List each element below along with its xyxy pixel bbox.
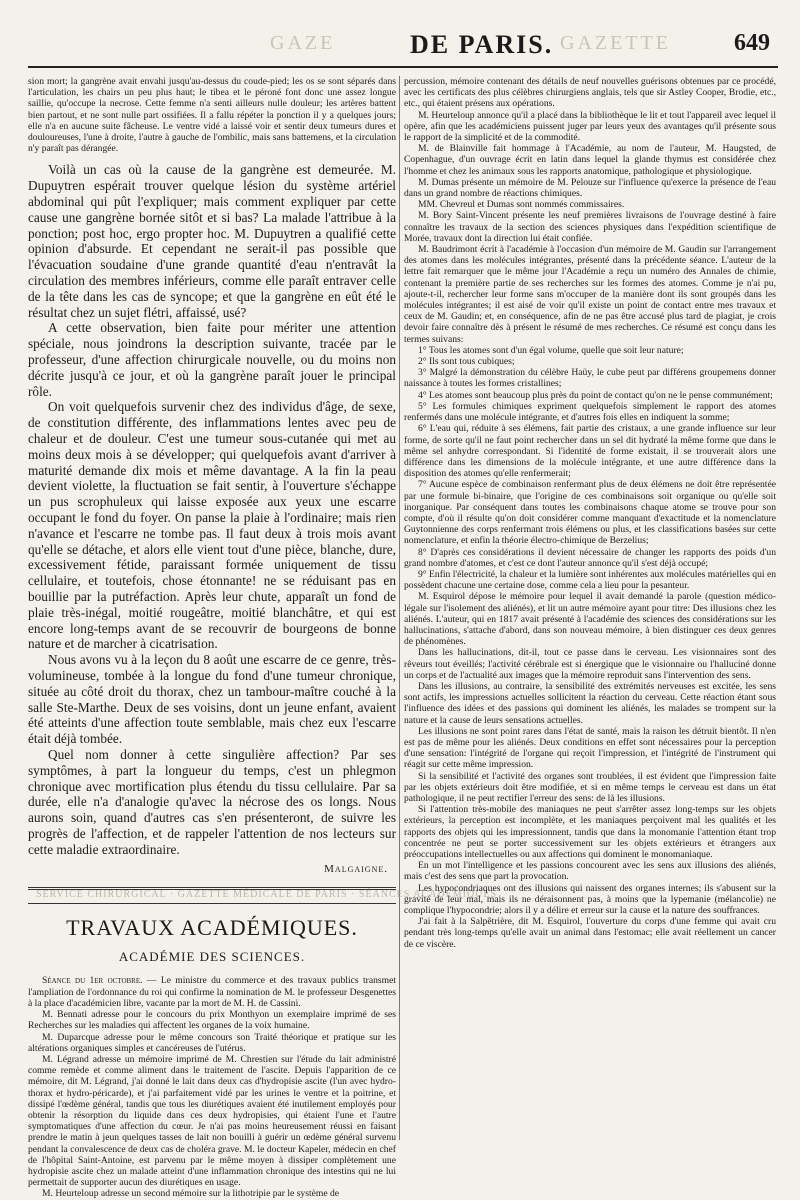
seance-paragraph: M. Duparcque adresse pour le même concours son Traité théorique et pratique sur les altérations organiques simples et cancéreuses de l'utérus. <box>28 1031 396 1054</box>
list-item: 2° Ils sont tous cubiques; <box>418 356 515 368</box>
author-signature: Malgaigne. <box>324 863 388 876</box>
right-paragraph: M. Esquirol dépose le mémoire pour lequel il avait demandé la parole (question médico-légale sur l'isolement des aliénés), et lit un autre mémoire ayant pour titre: Des illusions chez les aliénés. L'auteur, qui en 1817 avait présenté à l'académie des sciences des considérations sur les hallucinations, s'attache d'abord, dans son nouveau mémoire, à bien distinguer ces deux genres de phénomènes. <box>404 591 776 648</box>
list-item: 9° Enfin l'électricité, la chaleur et la lumière sont inhérentes aux molécules matérielles qui en possèdent chacune une certaine dose, comme cela a lieu pour la pesanteur. <box>404 568 776 592</box>
running-head <box>70 30 770 60</box>
seance-paragraph: M. Légrand adresse un mémoire imprimé de M. Chrestien sur l'étude du lait administré comme remède et comme aliment dans le traitement de l'ascite. Depuis l'apparition de ce mémoire, dit M. Légrand, j'ai donné le lait dans deux cas d'hydropisie ascite (l'un avec hydro-thorax et hydro-péricarde), et j'ai parfaitement vidé par les urines le ventre et la poitrine, et dissipé l'œdème général, tandis que tous les diurétiques avaient été inutilement employés pour obtenir la résorption du liquide dans ces deux hydropisies, qui étaient l'une et l'autre symptomatiques d'une affection du cœur. Je n'ai pas moins heureusement réussi en faisant prendre le matin à jeun quelques tasses de lait non bouilli à guérir un œdème général survenu pendant la convalescence de deux cas de choléra grave. M. le docteur Kapeler, médecin en chef de l'hôpital Saint-Antoine, est parvenu par le même moyen à dissiper complètement une hydropisie ascite chez un malade atteint d'une inflammation chronique des intestins qui ne lui permettait de supporter aucun des diurétiques en usage. <box>28 1053 396 1189</box>
seance-date: Séance du 1er octobre. <box>42 975 143 987</box>
column-divider <box>399 76 400 1140</box>
right-paragraph: Les illusions ne sont point rares dans l'état de santé, mais la raison les détruit bientôt. Il n'en est pas de même pour les aliénés. Deux conditions en effet sont nécessaires pour la perception d'une sensation: l'intégrité de l'organe qui reçoit l'impression, et l'intégrité de l'instrument qui réagit sur cette même impression. <box>404 725 776 771</box>
list-item: 6° L'eau qui, réduite à ses élémens, fait partie des cristaux, a une grande influence sur leur forme, de sorte qu'il ne faut point rechercher dans un sel dit hydraté la même forme que dans le même sel anhydre correspondant. Si l'identité de forme existait, il se trouverait alors une différence dans les dimensions de la molécule intégrante, et une autre différence dans la disposition des atomes qu'elle renfermerait; <box>404 423 776 480</box>
list-item: 3° Malgré la démonstration du célèbre Haüy, le cube peut par différens groupemens donner naissance à toutes les formes cristallines; <box>404 367 776 390</box>
right-paragraph: MM. Chevreul et Dumas sont nommés commissaires. <box>418 199 625 211</box>
intro-paragraph: sion mort; la gangrène avait envahi jusqu'au-dessus du coude-pied; les os se sont séparés dans l'articulation, les chairs un peu plus haut; le tibea et le péroné font donc une assez longue saillie, qu'occupe la necrose. Cette femme n'a senti ailleurs nulle douleur; les artères battent bien partout, et ne sont nulle part ossifiées. Il a fallu répéter la ponction il y a quelques jours; elle n'a en aucune suite fâcheuse. Le ventre vidé a laissé voir et sentir deux tumeurs dures et douloureuses, l'une à droite, l'autre à gauche de l'ombilic, mais sans battemens, et la circulation n'y paraît pas dérangée. <box>28 76 396 155</box>
body-paragraph: Nous avons vu à la leçon du 8 août une escarre de ce genre, très-volumineuse, tombée à la longue du fond d'une tumeur chronique, située au côté droit du thorax, chez un tambour-maître couché à la salle Ste-Marthe. Deux de ses voisins, dont un jeune enfant, avaient été atteints d'une affection toute semblable, mais chez eux l'escarre était déjà tombée. <box>28 652 396 747</box>
body-paragraph: Quel nom donner à cette singulière affection? Par ses symptômes, à part la longueur du temps, c'est un phlegmon chronique avec mortification plus étendu du tissu cellulaire. Par sa durée, elle n'a d'analogie qu'avec la nécrose des os longs. Nous aurons soin, quand d'autres cas s'en présenteront, de suivre les progrès de l'affection, et de rappeler l'attention de nos lecteurs sur cette maladie extraordinaire. <box>28 746 396 857</box>
seance-paragraph: Séance du 1er octobre. — Le ministre du commerce et des travaux publics transmet l'ampliation de l'ordonnance du roi qui confirme la nomination de M. le professeur Desgenettes à la place d'académicien libre, vacante par la mort de M. H. de Cassini. <box>28 975 396 1009</box>
seance-block <box>28 975 396 1199</box>
list-item: 8° D'après ces considérations il devient nécessaire de changer les rapports des poids d'un grand nombre d'atomes, et c'est ce dont l'auteur annonce qu'il s'est déjà occupé; <box>404 546 776 569</box>
list-item: 4° Les atomes sont beaucoup plus près du point de contact qu'on ne le pense communément; <box>418 389 773 401</box>
right-paragraph: En un mot l'intelligence et les passions concourent avec les sens aux illusions des aliénés, mais c'est des sens que part la provocation. <box>404 860 776 883</box>
right-paragraph: Si l'attention très-mobile des maniaques ne peut s'arrêter assez long-temps sur les objets extérieurs, la perception est incomplète, et les maniaques perçoivent mal les qualités et les rapports des objets qui les impressionnent, tandis que dans la monomanie l'attention étant trop concentrée ne peut se porter successivement sur les objets extérieurs et étrangers aux préoccupations intellectuelles ou aux affections qui dominent le monomaniaque. <box>404 804 776 861</box>
body-paragraph: A cette observation, bien faite pour mériter une attention spéciale, nous joindrons la description suivante, tracée par le professeur, d'une affection chirurgicale nouvelle, ou du moins non décrite jusqu'à ce jour, et où la gangrène paraît jouer le principal rôle. <box>28 320 396 399</box>
right-paragraph: Dans les illusions, au contraire, la sensibilité des extrémités nerveuses est excitée, les sens sont actifs, les impressions actuelles sollicitent la réaction du cerveau. Cette réaction étant sous l'influence des idées et des passions qui dominent les aliénés, les malades se trompent sur la nature et la cause de leurs sensations actuelles. <box>404 680 776 726</box>
body-paragraph: On voit quelquefois survenir chez des individus d'âge, de sexe, de constitution différente, des inflammations lentes avec peu de chaleur et de douleur. C'est une tumeur sous-cutanée qui met au moins deux mois à se développer; qui quelquefois avant d'arriver à maturité demande dix mois et même davantage. A la fin la peau devient violette, la fluctuation se fait sentir, à l'ouverture s'échappe un pus scrophuleux qui laisse exposée aux yeux une escarre occupant le fond du foyer. On panse la plaie à l'ordinaire; mais rien n'avance et l'escarre ne tombe pas. Il faut deux à trois mois avant qu'elle se détache, et alors elle vient tout d'une pièce, blanche, dure, excessivement fétide, paraissant formée uniquement de tissu cellulaire, et toutefois, chose étonnante! ne se réduisant pas en bouillie par la putréfaction. Après leur chute, apparaît un fond de plaie très-inégal, moitié rougeâtre, moitié blanchâtre, et qui est encore long-temps avant de se recouvrir de bourgeons de bonne nature et de marcher à cicatrisation. <box>28 399 396 652</box>
seance-paragraph: M. Heurteloup adresse un second mémoire sur la lithotripie par le système de <box>42 1188 340 1200</box>
bleed-through-band: SERVICE CHIRURGICAL · GAZETTE MÉDICALE DE PARIS · SÉANCES ACADÉMIQUES <box>36 889 498 901</box>
list-item: 7° Aucune espèce de combinaison renfermant plus de deux élémens ne doit être représentée par une formule bi-binaire, que l'origine de ces combinaisons soit organique ou qu'elle soit inorganique. Par conséquent dans toutes les combinaisons chaque atome se trouve pour son compte, d'où il résulte qu'on doit considérer comme manquant d'exactitude et la nomenclature Guytonnienne des corps renfermant trois élémens ou plus, et les classifications basées sur cette nomenclature, et enfin la théorie électro-chimique de Berzelius; <box>404 479 776 547</box>
right-paragraph: Si la sensibilité et l'activité des organes sont troublées, il est évident que l'impression faite par les objets extérieurs doit être modifiée, et si en même temps le cerveau est dans un état pathologique, il ne peut rectifier l'erreur des sens: de là les illusions. <box>404 770 776 804</box>
right-paragraph: M. Baudrimont écrit à l'académie à l'occasion d'un mémoire de M. Gaudin sur l'arrangement des atomes dans les molécules intégrantes, présenté dans la précédente séance. L'auteur de la lettre fait remarquer que le même jour l'Académie a reçu un numéro des Annales de chimie, contenant la première partie de ses recherches sur les formes des atomes. Comme je n'ai pu, ajoute-t-il, rechercher leur forme sans m'occuper de la manière dont ils sont groupés dans les molécules intégrantes; il est aisé de voir qu'il existe un point de contact entre mes travaux et ceux de M. Gaudin; et, en conséquence, afin de ne pas être accusé plus tard de plagiat, je crois devoir faire connaître dès à présent le résumé de mes recherches. Ce résumé est conçu dans les termes suivans: <box>404 244 776 345</box>
section-subheading: ACADÉMIE DES SCIENCES. <box>118 949 306 965</box>
right-column <box>404 76 776 1140</box>
section-separator <box>28 883 498 909</box>
right-paragraph: M. de Blainville fait hommage à l'Académie, au nom de l'auteur, M. Haugsted, de Copenhague, d'un ouvrage écrit en latin dans lequel la glande thymus est considérée chez l'homme et chez les animaux sous les rapports anatomique, pathologique et physiologique. <box>404 143 776 177</box>
right-paragraph: M. Heurteloup annonce qu'il a placé dans la bibliothèque le lit et tout l'appareil avec lequel il opère, afin que les académiciens puissent juger par leurs yeux des avantages qu'il présente sous le rapport de la simplicité et de la commodité. <box>404 109 776 144</box>
section-heading: TRAVAUX ACADÉMIQUES. <box>66 915 358 941</box>
right-paragraph: Les hypocondriaques ont des illusions qui naissent des organes internes; ils s'abusent sur la gravité de leur mal, mais ils ne déraisonnent pas, à moins que la lypemanie (mélancolie) ne complique l'hypocondrie; alors il y a délire et erreur sur la cause et la nature des souffrances. <box>404 882 776 917</box>
header-rule <box>28 66 778 68</box>
list-item: 1° Tous les atomes sont d'un égal volume, quelle que soit leur nature; <box>418 344 684 356</box>
intro-block <box>28 76 396 154</box>
right-paragraph: percussion, mémoire contenant des détails de neuf nouvelles guérisons obtenues par ce procédé, avec les certificats des plus célèbres chirurgiens anglais, tels que sir Astley Cooper, Brodie, etc., etc., qui étaient présens aux opérations. <box>404 76 776 110</box>
list-item: 5° Les formules chimiques expriment quelquefois simplement le rapport des atomes renfermés dans une molécule intégrante, et d'autres fois elles en indiquent la somme; <box>404 400 776 424</box>
right-paragraph: Dans les hallucinations, dit-il, tout ce passe dans le cerveau. Les visionnaires sont des rêveurs tout éveillés; l'activité cérébrale est si énergique que le visionnaire ou l'halluciné donne un corps et de l'actualité aux images que la mémoire reproduit sans l'intervention des sens. <box>404 647 776 681</box>
right-paragraph: M. Dumas présente un mémoire de M. Pelouze sur l'influence qu'exerce la présence de l'eau dans un grand nombre de réactions chimiques. <box>404 176 776 200</box>
body-paragraph: Voilà un cas où la cause de la gangrène est demeurée. M. Dupuytren espérait trouver quelque lésion du système artériel abdominal qui pût l'expliquer; mais comment expliquer par cette cause une gangrène bornée sitôt et si bas? La malade l'attribue à la ponction; post hoc, ergo propter hoc. M. Dupuytren a qualifié cette opinion d'absurde. Et cependant ne serait-il pas possible que l'évacuation soudaine d'une grande quantité d'eau n'entravât la circulation des membres inférieurs, comme elle paraît entraver celle de la tête dans les cas de syncope; et que la gangrène en eût été le résultat chez un sujet flétri, affaissé, usé? <box>28 162 396 320</box>
seance-paragraph: M. Bennati adresse pour le concours du prix Monthyon un exemplaire imprimé de ses Recherches sur les maladies qui affectent les organes de la voix humaine. <box>28 1009 396 1032</box>
right-paragraph: J'ai fait à la Salpêtrière, dit M. Esquirol, l'ouverture du corps d'une femme qui avait cru pendant très long-temps qu'elle avait un animal dans l'estomac; elle avait réellement un cancer de ce viscère. <box>404 916 776 950</box>
page-title: DE PARIS. <box>410 30 554 59</box>
right-paragraph: M. Bory Saint-Vincent présente les neuf premières livraisons de l'ouvrage destiné à faire connaître les travaux de la section des sciences physiques dans l'expédition scientifique de Morée, travaux dont la direction lui était confiée. <box>404 210 776 244</box>
bleed-through-text-right: GAZETTE <box>560 32 671 54</box>
page-number: 649 <box>734 30 770 56</box>
bleed-through-text: GAZE <box>270 32 336 54</box>
article-body <box>28 162 396 857</box>
